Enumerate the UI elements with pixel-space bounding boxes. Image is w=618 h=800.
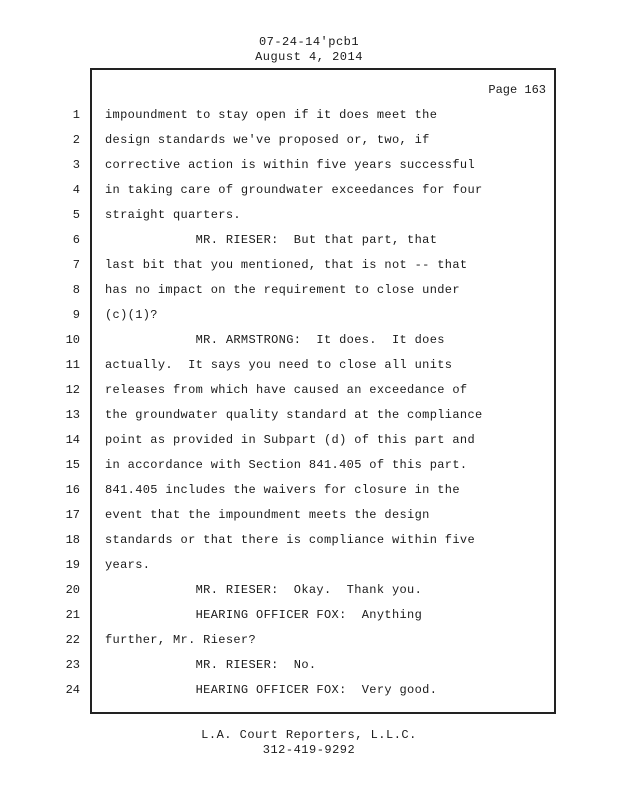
line-text: the groundwater quality standard at the compliance — [105, 408, 483, 422]
line-text: MR. ARMSTRONG: It does. It does — [105, 333, 445, 347]
line-text: (c)(1)? — [105, 308, 158, 322]
line-text: impoundment to stay open if it does meet the — [105, 108, 438, 122]
line-text: standards or that there is compliance within five — [105, 533, 476, 547]
line-number: 16 — [65, 483, 80, 497]
line-number: 14 — [65, 433, 80, 447]
line-number: 15 — [65, 458, 80, 472]
line-text: HEARING OFFICER FOX: Anything — [105, 608, 423, 622]
reporter-name: L.A. Court Reporters, L.L.C. — [201, 728, 417, 742]
line-number: 3 — [72, 158, 80, 172]
line-number: 17 — [65, 508, 80, 522]
line-number: 9 — [72, 308, 80, 322]
line-number: 4 — [72, 183, 80, 197]
line-text: in accordance with Section 841.405 of this part. — [105, 458, 468, 472]
reporter-phone: 312-419-9292 — [262, 743, 356, 757]
line-number: 2 — [72, 133, 80, 147]
line-text: 841.405 includes the waivers for closure in the — [105, 483, 460, 497]
line-text: design standards we've proposed or, two, if — [105, 133, 430, 147]
line-text: further, Mr. Rieser? — [105, 633, 257, 647]
line-number: 23 — [65, 658, 80, 672]
line-number: 13 — [65, 408, 80, 422]
line-number: 24 — [65, 683, 80, 697]
line-text: has no impact on the requirement to close under — [105, 283, 460, 297]
line-text: actually. It says you need to close all units — [105, 358, 453, 372]
line-text: HEARING OFFICER FOX: Very good. — [105, 683, 438, 697]
date-header: August 4, 2014 — [255, 50, 363, 64]
line-number: 22 — [65, 633, 80, 647]
line-text: event that the impoundment meets the design — [105, 508, 430, 522]
line-text: straight quarters. — [105, 208, 241, 222]
line-text: MR. RIESER: But that part, that — [105, 233, 438, 247]
line-text: in taking care of groundwater exceedances for four — [105, 183, 483, 197]
line-number: 10 — [65, 333, 80, 347]
line-text: corrective action is within five years successful — [105, 158, 476, 172]
line-text: MR. RIESER: Okay. Thank you. — [105, 583, 423, 597]
line-text: years. — [105, 558, 151, 572]
line-text: point as provided in Subpart (d) of this part and — [105, 433, 476, 447]
line-text: last bit that you mentioned, that is not -- that — [105, 258, 468, 272]
line-number: 5 — [72, 208, 80, 222]
line-number: 21 — [65, 608, 80, 622]
line-number: 7 — [72, 258, 80, 272]
line-number: 20 — [65, 583, 80, 597]
line-number: 12 — [65, 383, 80, 397]
line-number: 8 — [72, 283, 80, 297]
line-number: 18 — [65, 533, 80, 547]
line-number: 1 — [72, 108, 80, 122]
line-number: 11 — [65, 358, 80, 372]
line-number: 6 — [72, 233, 80, 247]
line-text: MR. RIESER: No. — [105, 658, 317, 672]
line-number: 19 — [65, 558, 80, 572]
case-header: 07-24-14'pcb1 — [258, 35, 360, 49]
page-number: Page 163 — [488, 83, 546, 97]
line-text: releases from which have caused an exceedance of — [105, 383, 468, 397]
